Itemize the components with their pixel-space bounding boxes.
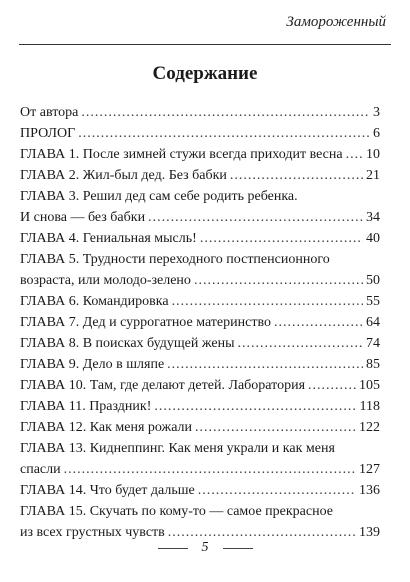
folio-rule-left — [158, 548, 188, 549]
toc-entry-title: ГЛАВА 1. После зимней стужи всегда приходит весна — [20, 147, 343, 162]
toc-entry — [20, 480, 380, 501]
toc-entry — [20, 249, 380, 291]
toc-entry-title: ГЛАВА 6. Командировка — [20, 294, 169, 309]
running-head: Замороженный — [286, 14, 386, 30]
toc-entry-title: ГЛАВА 2. Жил-был дед. Без бабки — [20, 168, 227, 183]
toc-entry-title: ГЛАВА 8. В поисках будущей жены — [20, 336, 235, 351]
toc-entry-page: 139 — [359, 525, 380, 540]
dot-leader — [64, 459, 356, 480]
dot-leader — [148, 207, 363, 228]
dot-leader — [198, 480, 356, 501]
toc-entry-title: ГЛАВА 10. Там, где делают детей. Лаборатория — [20, 378, 306, 393]
dot-leader — [274, 312, 363, 333]
toc-entry-title-line: ГЛАВА 15. Скучать по кому-то — самое прекрасное — [20, 504, 333, 519]
folio-rule-right — [223, 548, 253, 549]
dot-leader — [78, 123, 370, 144]
toc-entry-title: ПРОЛОГ — [20, 126, 76, 141]
toc-entry — [20, 144, 380, 165]
dot-leader — [346, 144, 363, 165]
dot-leader — [154, 396, 356, 417]
dot-leader — [195, 417, 356, 438]
toc-entry-page: 10 — [366, 147, 380, 162]
folio — [0, 540, 410, 556]
toc-entry-title: возраста, или молодо-зелено — [20, 273, 191, 288]
dot-leader — [172, 291, 363, 312]
toc-entry-title: ГЛАВА 4. Гениальная мысль! — [20, 231, 197, 246]
toc-entry — [20, 375, 380, 396]
toc-entry — [20, 228, 380, 249]
toc-entry-page: 122 — [359, 420, 380, 435]
toc-entry-page: 105 — [359, 378, 380, 393]
toc-entry — [20, 291, 380, 312]
toc-entry-title-line: ГЛАВА 13. Киднеппинг. Как меня украли и как меня — [20, 441, 335, 456]
toc-entry-title: От автора — [20, 105, 79, 120]
toc-entry — [20, 165, 380, 186]
toc-entry-page: 64 — [366, 315, 380, 330]
toc-entry-page: 6 — [373, 126, 380, 141]
toc-entry-title: ГЛАВА 9. Дело в шляпе — [20, 357, 165, 372]
toc-entry — [20, 312, 380, 333]
toc-entry — [20, 501, 380, 543]
table-of-contents — [20, 102, 380, 543]
toc-entry — [20, 354, 380, 375]
dot-leader — [308, 375, 356, 396]
toc-entry-title: ГЛАВА 7. Дед и суррогатное материнство — [20, 315, 271, 330]
toc-entry-page: 55 — [366, 294, 380, 309]
toc-entry-title: ГЛАВА 12. Как меня рожали — [20, 420, 193, 435]
dot-leader — [230, 165, 363, 186]
toc-entry-title-line: ГЛАВА 5. Трудности переходного постпенсионного — [20, 252, 330, 267]
header-rule — [19, 44, 391, 45]
toc-entry-title: И снова — без бабки — [20, 210, 146, 225]
toc-entry — [20, 123, 380, 144]
toc-entry-page: 118 — [359, 399, 380, 414]
toc-entry-page: 50 — [366, 273, 380, 288]
toc-entry-title-line: ГЛАВА 3. Решил дед сам себе родить ребенка. — [20, 189, 298, 204]
toc-entry — [20, 186, 380, 228]
toc-title: Содержание — [152, 63, 258, 84]
toc-entry-page: 40 — [366, 231, 380, 246]
toc-entry-page: 34 — [366, 210, 380, 225]
toc-entry-title: спасли — [20, 462, 61, 477]
toc-entry — [20, 417, 380, 438]
dot-leader — [200, 228, 363, 249]
toc-entry — [20, 102, 380, 123]
dot-leader — [194, 270, 363, 291]
toc-entry — [20, 438, 380, 480]
toc-entry-page: 74 — [366, 336, 380, 351]
toc-entry-page: 85 — [366, 357, 380, 372]
toc-entry — [20, 396, 380, 417]
toc-entry-page: 21 — [366, 168, 380, 183]
page-number: 5 — [201, 540, 209, 555]
toc-entry-page: 127 — [359, 462, 380, 477]
toc-entry-title: ГЛАВА 11. Праздник! — [20, 399, 152, 414]
toc-entry — [20, 333, 380, 354]
toc-entry-title: ГЛАВА 14. Что будет дальше — [20, 483, 195, 498]
toc-entry-title: из всех грустных чувств — [20, 525, 165, 540]
dot-leader — [237, 333, 363, 354]
dot-leader — [81, 102, 370, 123]
dot-leader — [167, 354, 363, 375]
toc-entry-page: 3 — [373, 105, 380, 120]
toc-entry-page: 136 — [359, 483, 380, 498]
